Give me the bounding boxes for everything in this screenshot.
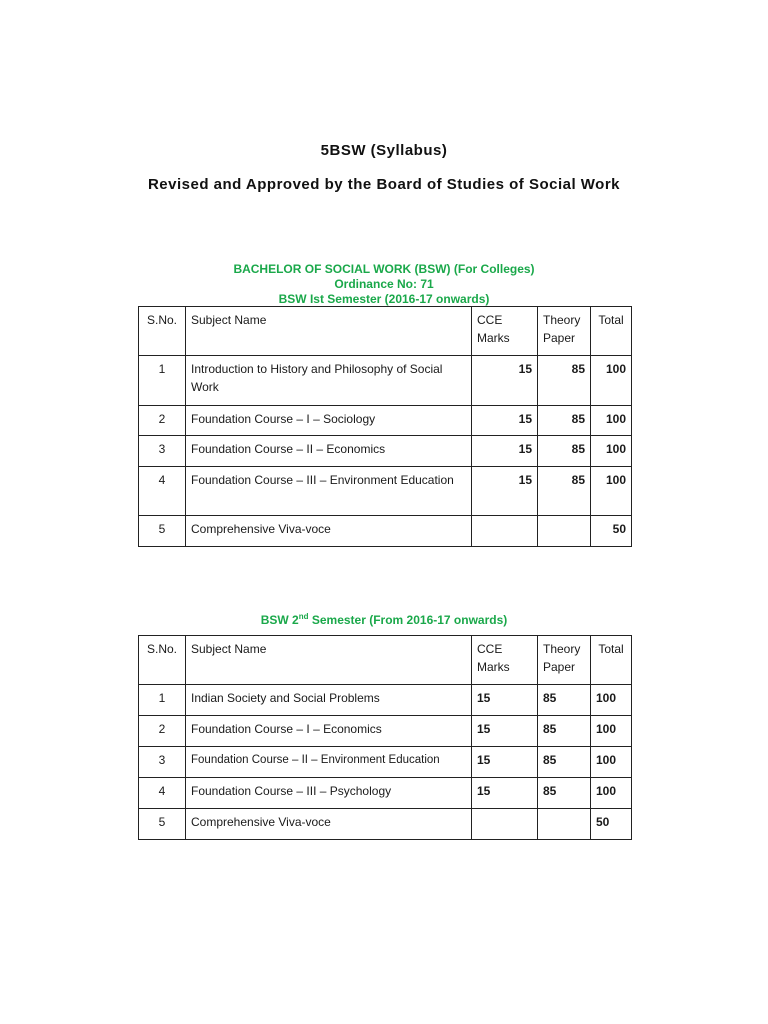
cell-theory: 85	[538, 356, 591, 406]
cell-sno: 4	[139, 467, 186, 516]
cell-subject: Introduction to History and Philosophy of Social Work	[186, 356, 472, 406]
cell-theory: 85	[538, 406, 591, 436]
header-total: Total	[591, 307, 632, 356]
document-title: 5BSW (Syllabus)	[320, 142, 448, 159]
cell-cce: 15	[472, 467, 538, 516]
cell-total: 100	[591, 716, 632, 747]
cell-sno: 5	[139, 809, 186, 840]
table-row	[139, 516, 632, 547]
sem1-heading-line3: BSW Ist Semester (2016-17 onwards)	[278, 292, 490, 306]
cell-theory: 85	[538, 436, 591, 467]
cell-theory: 85	[538, 716, 591, 747]
sem2-title-suffix: Semester (From 2016-17 onwards)	[308, 613, 508, 627]
cell-sno: 3	[139, 747, 186, 778]
cell-sno: 1	[139, 685, 186, 716]
cell-total: 100	[591, 356, 632, 406]
cell-total: 100	[591, 436, 632, 467]
cell-total: 100	[591, 778, 632, 809]
header-sno: S.No.	[139, 636, 186, 685]
table-row	[139, 716, 632, 747]
cell-cce: 15	[472, 436, 538, 467]
sem1-table	[138, 306, 632, 547]
sem1-heading-line1: BACHELOR OF SOCIAL WORK (BSW) (For Colleges)	[233, 262, 535, 276]
header-theory: Theory Paper	[538, 636, 591, 685]
cell-total: 100	[591, 747, 632, 778]
cell-subject: Foundation Course – I – Economics	[186, 716, 472, 747]
cell-subject: Foundation Course – I – Sociology	[186, 406, 472, 436]
cell-theory: 85	[538, 747, 591, 778]
header-theory: Theory Paper	[538, 307, 591, 356]
cell-cce: 15	[472, 747, 538, 778]
cell-cce: 15	[472, 685, 538, 716]
cell-sno: 3	[139, 436, 186, 467]
header-cce: CCE Marks	[472, 307, 538, 356]
cell-cce: 15	[472, 778, 538, 809]
header-sno: S.No.	[139, 307, 186, 356]
sem1-heading-line2: Ordinance No: 71	[334, 277, 434, 291]
cell-total: 50	[591, 516, 632, 547]
table-row	[139, 809, 632, 840]
sem1-header-row	[139, 307, 632, 356]
cell-cce	[472, 809, 538, 840]
sem2-header-row	[139, 636, 632, 685]
sem2-title-sup: nd	[298, 612, 309, 621]
table-row	[139, 747, 632, 778]
table-row	[139, 356, 632, 406]
cell-subject: Foundation Course – II – Economics	[186, 436, 472, 467]
cell-sno: 2	[139, 716, 186, 747]
table-row	[139, 778, 632, 809]
cell-subject: Foundation Course – II – Environment Education	[186, 747, 472, 778]
cell-subject: Foundation Course – III – Environment Education	[186, 467, 472, 516]
cell-theory: 85	[538, 685, 591, 716]
header-subject: Subject Name	[186, 307, 472, 356]
cell-subject: Comprehensive Viva-voce	[186, 809, 472, 840]
sem2-title-prefix: BSW 2	[260, 613, 299, 627]
cell-total: 50	[591, 809, 632, 840]
table-row	[139, 467, 632, 516]
cell-cce: 15	[472, 356, 538, 406]
table-row	[139, 685, 632, 716]
cell-total: 100	[591, 685, 632, 716]
sem2-heading	[0, 609, 768, 628]
cell-subject: Foundation Course – III – Psychology	[186, 778, 472, 809]
cell-cce: 15	[472, 406, 538, 436]
header-total: Total	[591, 636, 632, 685]
cell-theory	[538, 809, 591, 840]
cell-subject: Indian Society and Social Problems	[186, 685, 472, 716]
cell-total: 100	[591, 467, 632, 516]
table-row	[139, 406, 632, 436]
cell-theory: 85	[538, 467, 591, 516]
cell-theory: 85	[538, 778, 591, 809]
cell-subject: Comprehensive Viva-voce	[186, 516, 472, 547]
cell-cce: 15	[472, 716, 538, 747]
cell-sno: 2	[139, 406, 186, 436]
cell-sno: 1	[139, 356, 186, 406]
cell-theory	[538, 516, 591, 547]
cell-cce	[472, 516, 538, 547]
sem2-table	[138, 635, 632, 840]
header-cce: CCE Marks	[472, 636, 538, 685]
cell-sno: 5	[139, 516, 186, 547]
header-subject: Subject Name	[186, 636, 472, 685]
cell-total: 100	[591, 406, 632, 436]
document-subtitle: Revised and Approved by the Board of Studies of Social Work	[147, 176, 621, 193]
cell-sno: 4	[139, 778, 186, 809]
table-row	[139, 436, 632, 467]
